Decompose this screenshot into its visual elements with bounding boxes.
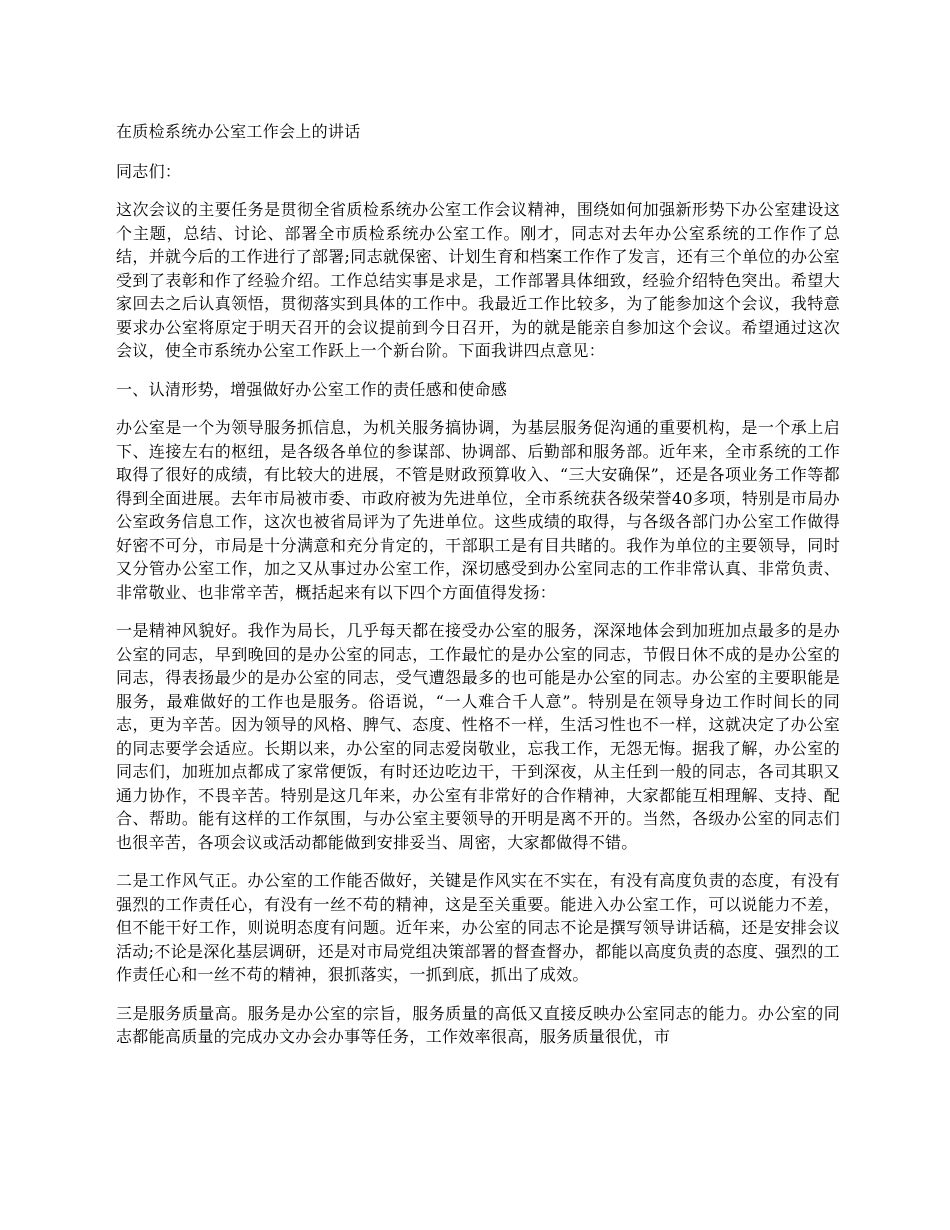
paragraph-service-quality: 三是服务质量高。服务是办公室的宗旨，服务质量的高低又直接反映办公室同志的能力。办公室的同志都能高质量的完成办文办会办事等任务，工作效率很高，服务质量很优，市 <box>116 1003 840 1046</box>
paragraph-intro: 这次会议的主要任务是贯彻全省质检系统办公室工作会议精神，围绕如何加强新形势下办公室建设这个主题，总结、讨论、部署全市质检系统办公室工作。刚才，同志对去年办公室系统的工作作了总结，并就今后的工作进行了部署;同志就保密、计划生育和档案工作作了发言，还有三个单位的办公室受到了表彰和作了经验介绍。工作总结实事是求是，工作部署具体细致，经验介绍特色突出。希望大家回去之后认真领悟，贯彻落实到具体的工作中。我最近工作比较多，为了能参加这个会议，我特意要求办公室将原定于明天召开的会议提前到今日召开，为的就是能亲自参加这个会议。希望通过这次会议，使全市系统办公室工作跃上一个新台阶。下面我讲四点意见： <box>116 200 840 360</box>
paragraph-office-role: 办公室是一个为领导服务抓信息，为机关服务搞协调，为基层服务促沟通的重要机构，是一个承上启下、连接左右的枢纽，是各级各单位的参谋部、协调部、后勤部和服务部。近年来，全市系统的工作取得了很好的成绩，有比较大的进展，不管是财政预算收入、“三大安确保”，还是各项业务工作等都得到全面进展。去年市局被市委、市政府被为先进单位，全市系统获各级荣誉40多项，特别是市局办公室政务信息工作，这次也被省局评为了先进单位。这些成绩的取得，与各级各部门办公室工作做得好密不可分，市局是十分满意和充分肯定的，干部职工是有目共睹的。我作为单位的主要领导，同时又分管办公室工作，加之又从事过办公室工作，深切感受到办公室同志的工作非常认真、非常负责、非常敬业、也非常辛苦，概括起来有以下四个方面值得发扬： <box>116 418 840 602</box>
paragraph-work-style: 二是工作风气正。办公室的工作能否做好，关键是作风实在不实在，有没有高度负责的态度，有没有强烈的工作责任心，有没有一丝不苟的精神，这是至关重要。能进入办公室工作，可以说能力不差，但不能干好工作，则说明态度有问题。近年来，办公室的同志不论是撰写领导讲话稿，还是安排会议活动;不论是深化基层调研，还是对市局党组决策部署的督查督办，都能以高度负责的态度、强烈的工作责任心和一丝不苟的精神，狠抓落实，一抓到底，抓出了成效。 <box>116 871 840 984</box>
document-body <box>116 120 840 1064</box>
section-heading-1: 一、认清形势，增强做好办公室工作的责任感和使命感 <box>116 379 508 399</box>
paragraph-spirit: 一是精神风貌好。我作为局长，几乎每天都在接受办公室的服务，深深地体会到加班加点最多的是办公室的同志，早到晚回的是办公室的同志，工作最忙的是办公室的同志，节假日休不成的是办公室的同志，得表扬最少的是办公室的同志，受气遭怨最多的也可能是办公室的同志。办公室的主要职能是服务，最难做好的工作也是服务。俗语说，“一人难合千人意”。特别是在领导身边工作时间长的同志，更为辛苦。因为领导的风格、脾气、态度、性格不一样，生活习性也不一样，这就决定了办公室的同志要学会适应。长期以来，办公室的同志爱岗敬业，忘我工作，无怨无悔。据我了解，办公室的同志们，加班加点都成了家常便饭，有时还边吃边干，干到深夜，从主任到一般的同志，各司其职又通力协作，不畏辛苦。特别是这几年来，办公室有非常好的合作精神，大家都能互相理解、支持、配合、帮助。能有这样的工作氛围，与办公室主要领导的开明是离不开的。当然，各级办公室的同志们也很辛苦，各项会议或活动都能做到安排妥当、周密，大家都做得不错。 <box>116 621 840 852</box>
document-title: 在质检系统办公室工作会上的讲话 <box>116 122 361 141</box>
salutation: 同志们： <box>116 161 182 181</box>
